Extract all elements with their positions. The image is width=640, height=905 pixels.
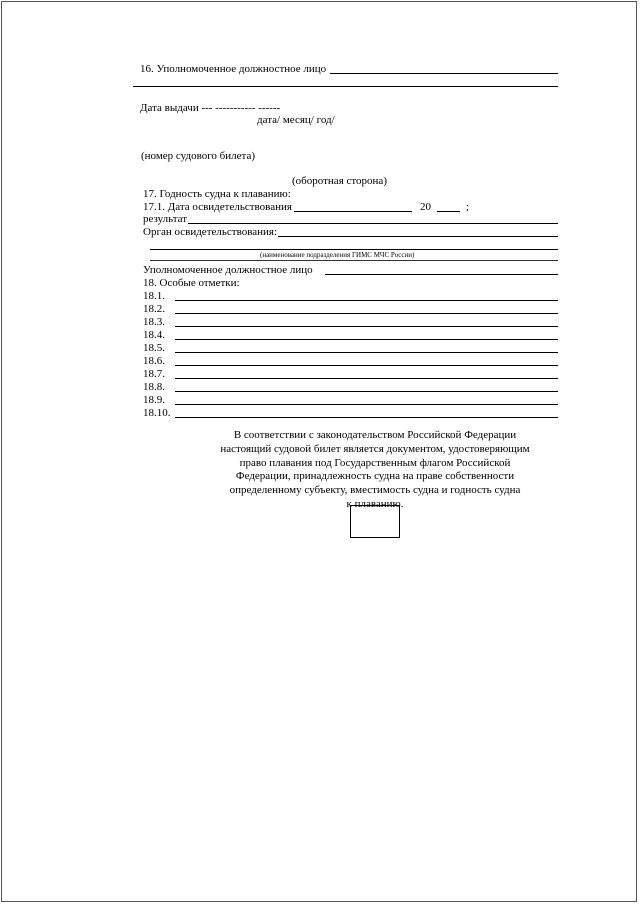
legal-line: Федерации, принадлежность судна на праве собственности	[235, 470, 515, 483]
note-item-label: 18.1.	[143, 290, 165, 302]
legal-line: определенному субъекту, вместимость судна и годность судна	[229, 484, 521, 497]
note-item-label: 18.5.	[143, 342, 165, 354]
note-item-line[interactable]	[175, 300, 558, 301]
section18-title: 18. Особые отметки:	[143, 277, 240, 289]
note-item-line[interactable]	[175, 339, 558, 340]
inspection-date-line[interactable]	[294, 211, 412, 212]
section16-label: 16. Уполномоченное должностное лицо	[140, 63, 327, 75]
note-item-label: 18.7.	[143, 368, 165, 380]
organ-line[interactable]	[278, 236, 558, 237]
note-item-label: 18.8.	[143, 381, 165, 393]
note-item-label: 18.4.	[143, 329, 165, 341]
section17-title: 17. Годность судна к плаванию:	[143, 188, 291, 200]
section16-divider	[133, 86, 558, 87]
ticket-number-label: (номер судового билета)	[141, 150, 256, 162]
result-label: результат	[143, 213, 188, 225]
section17-official-line[interactable]	[325, 274, 558, 275]
inspection-year-line[interactable]	[437, 211, 460, 212]
issue-date-label: Дата выдачи --- ----------- ------	[140, 102, 281, 114]
year-prefix: 20	[420, 201, 431, 213]
legal-line: настоящий судовой билет является документом, удостоверяющим	[220, 442, 530, 455]
organ-hint-underline	[150, 260, 558, 261]
organ-hint: (наименование подразделения ГИМС МЧС России)	[260, 251, 415, 259]
section16-signature-line[interactable]	[330, 73, 558, 74]
note-item-line[interactable]	[175, 365, 558, 366]
note-item-label: 18.2.	[143, 303, 165, 315]
legal-line: право плавания под Государственным флагом Российской	[239, 456, 511, 469]
stamp-box	[350, 505, 400, 538]
organ-label: Орган освидетельствования:	[143, 226, 278, 238]
note-item-label: 18.3.	[143, 316, 165, 328]
note-item-label: 18.10.	[143, 407, 171, 419]
note-item-line[interactable]	[175, 404, 558, 405]
reverse-side-label: (оборотная сторона)	[292, 175, 387, 187]
legal-line: к плаванию.	[346, 497, 404, 510]
inspection-date-label: 17.1. Дата освидетельствования	[143, 201, 292, 213]
semicolon: ;	[466, 201, 470, 213]
note-item-line[interactable]	[175, 326, 558, 327]
organ-line-2[interactable]	[150, 249, 558, 250]
note-item-label: 18.9.	[143, 394, 165, 406]
result-line[interactable]	[188, 223, 558, 224]
note-item-line[interactable]	[175, 352, 558, 353]
note-item-label: 18.6.	[143, 355, 165, 367]
issue-date-hint: дата/ месяц/ год/	[257, 114, 335, 126]
note-item-line[interactable]	[175, 313, 558, 314]
note-item-line[interactable]	[175, 391, 558, 392]
note-item-line[interactable]	[175, 378, 558, 379]
legal-line: В соответствии с законодательством Российской Федерации	[233, 429, 517, 441]
section17-official-label: Уполномоченное должностное лицо	[143, 264, 313, 276]
legal-statement	[210, 429, 540, 512]
note-item-line[interactable]	[175, 417, 558, 418]
